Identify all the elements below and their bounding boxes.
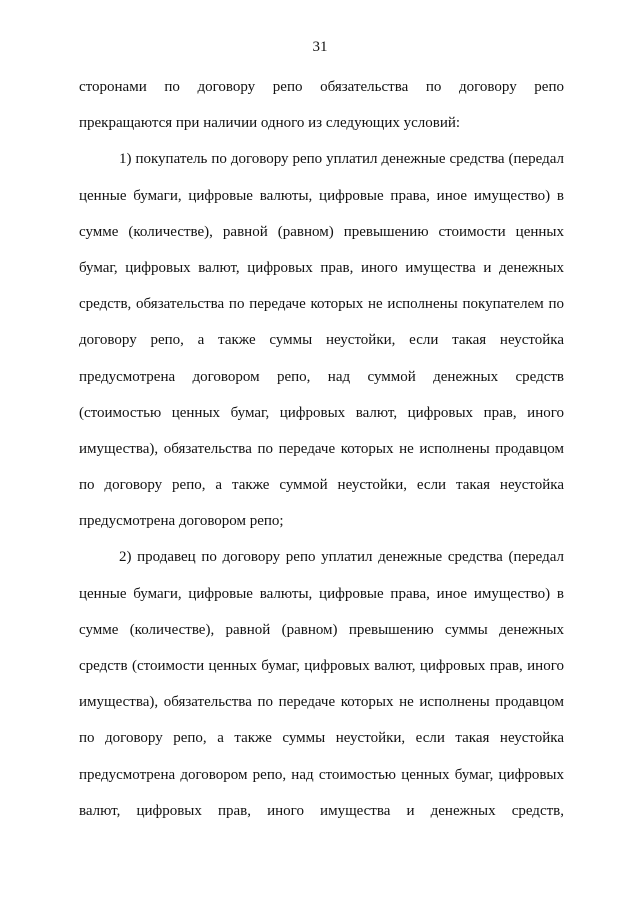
text-line: предусмотрена договором репо, над суммой денежных средств (79, 368, 564, 385)
text-line: 2) продавец по договору репо уплатил денежные средства (передал (119, 549, 564, 566)
text-line: сторонами по договору репо обязательства по договору репо (79, 79, 564, 95)
text-line: по договору репо, а также суммой неустойки, если такая неустойка (79, 477, 564, 494)
text-line: имущества), обязательства по передаче которых не исполнены продавцом (79, 440, 564, 457)
text-line: предусмотрена договором репо; (79, 513, 284, 530)
page-number: 31 (312, 39, 328, 55)
text-line: (стоимостью ценных бумаг, цифровых валют, цифровых прав, иного (79, 404, 564, 421)
text-line: прекращаются при наличии одного из следующих условий: (79, 115, 461, 132)
text-line: средств, обязательства по передаче которых не исполнены покупателем по (79, 296, 564, 313)
text-line: бумаг, цифровых валют, цифровых прав, иного имущества и денежных (79, 259, 564, 276)
text-line: 1) покупатель по договору репо уплатил денежные средства (передал (119, 151, 564, 168)
document-body (79, 75, 564, 835)
text-line: имущества), обязательства по передаче которых не исполнены продавцом (79, 694, 564, 711)
text-line: предусмотрена договором репо, над стоимостью ценных бумаг, цифровых (79, 766, 564, 783)
text-line: валют, цифровых прав, иного имущества и денежных средств, (79, 802, 564, 819)
text-line: сумме (количестве), равной (равном) превышению суммы денежных (79, 621, 564, 638)
text-line: договору репо, а также суммы неустойки, если такая неустойка (79, 332, 564, 349)
text-line: средств (стоимости ценных бумаг, цифровых валют, цифровых прав, иного (79, 658, 564, 674)
text-line: ценные бумаги, цифровые валюты, цифровые права, иное имущество) в (79, 187, 564, 204)
text-line: по договору репо, а также суммы неустойки, если такая неустойка (79, 730, 564, 747)
text-line: ценные бумаги, цифровые валюты, цифровые права, иное имущество) в (79, 585, 564, 602)
text-line: сумме (количестве), равной (равном) превышению стоимости ценных (79, 223, 564, 240)
